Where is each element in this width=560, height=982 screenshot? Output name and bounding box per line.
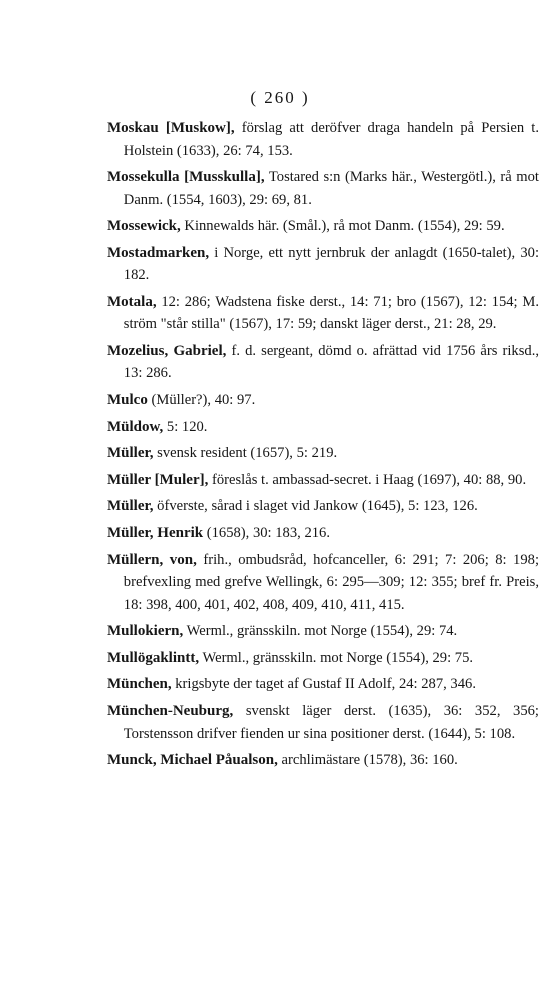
entry-text: föreslås t. ambassad-secret. i Haag (1697), 40: 88, 90. xyxy=(208,471,527,488)
index-entry xyxy=(107,117,539,162)
index-entry xyxy=(107,700,539,745)
entry-text: krigsbyte der taget af Gustaf II Adolf, 24: 287, 346. xyxy=(171,676,476,693)
entry-text: i Norge, ett nytt jernbruk der anlagdt (1650-talet), 30: 182. xyxy=(123,244,539,284)
entry-text: Werml., gränsskiln. mot Norge (1554), 29: 75. xyxy=(199,649,474,666)
entry-text: archlimästare (1578), 36: 160. xyxy=(277,752,458,769)
index-entry xyxy=(107,647,539,670)
entry-head: Mulco xyxy=(107,392,148,409)
entry-head: Moskau [Muskow], xyxy=(107,120,235,136)
index-entry xyxy=(107,495,539,518)
entry-head: Müllern, von, xyxy=(107,551,197,568)
index-entry xyxy=(107,416,539,439)
index-entry xyxy=(107,340,539,385)
entry-head: Mullokiern, xyxy=(107,623,184,640)
entry-head: Müller, xyxy=(107,498,154,515)
entry-text: frih., ombudsråd, hofcanceller, 6: 291; 7: 206; 8: 198; brefvexling med grefve Wellingk, 6: 295—309; 12: 355; bref fr. Preis, 18: 398, 400, 401, 402, 408, 409, 410, 411, 415. xyxy=(123,551,539,613)
index-entry xyxy=(107,389,539,412)
entry-head: Motala, xyxy=(107,293,157,310)
entry-text: förslag att deröfver draga handeln på Persien t. Holstein (1633), 26: 74, 153. xyxy=(123,120,539,159)
entry-head: München, xyxy=(107,676,172,693)
index-entry xyxy=(107,522,539,545)
entry-text: Werml., gränsskiln. mot Norge (1554), 29: 74. xyxy=(183,623,458,640)
index-list xyxy=(107,117,539,776)
index-entry xyxy=(107,215,539,238)
index-entry xyxy=(107,166,539,211)
entry-head: Mullögaklintt, xyxy=(107,649,200,666)
index-entry xyxy=(107,242,539,287)
entry-head: Müller [Muler], xyxy=(107,471,209,488)
entry-text: f. d. sergeant, dömd o. afrättad vid 1756 års riksd., 13: 286. xyxy=(123,342,539,382)
entry-head: Müller, Henrik xyxy=(107,525,204,542)
entry-text: svensk resident (1657), 5: 219. xyxy=(153,445,338,462)
entry-head: Munck, Michael Påualson, xyxy=(107,752,278,769)
entry-head: Müldow, xyxy=(107,418,164,435)
entry-text: (1658), 30: 183, 216. xyxy=(203,525,330,542)
entry-text: 12: 286; Wadstena fiske derst., 14: 71; bro (1567), 12: 154; M. ström "står stilla" (1567), 17: 59; danskt läger derst., 21: 28, 29. xyxy=(123,293,539,333)
index-entry xyxy=(107,620,539,643)
entry-head: Mostadmarken, xyxy=(107,244,210,261)
index-entry xyxy=(107,549,539,617)
index-entry xyxy=(107,291,539,336)
index-entry xyxy=(107,469,539,492)
entry-text: Tostared s:n (Marks här., Westergötl.), rå mot Danm. (1554, 1603), 29: 69, 81. xyxy=(123,169,539,208)
entry-text: svenskt läger derst. (1635), 36: 352, 356; Torstensson drifver fienden ur sina positioner derst. (1644), 5: 108. xyxy=(123,703,539,742)
index-entry xyxy=(107,749,539,772)
entry-text: Kinnewalds här. (Smål.), rå mot Danm. (1554), 29: 59. xyxy=(180,218,505,235)
entry-text: 5: 120. xyxy=(163,418,208,435)
entry-head: Mozelius, Gabriel, xyxy=(107,342,227,359)
index-entry xyxy=(107,442,539,465)
entry-head: Mossewick, xyxy=(107,218,181,235)
entry-text: öfverste, sårad i slaget vid Jankow (1645), 5: 123, 126. xyxy=(153,498,478,515)
entry-text: (Müller?), 40: 97. xyxy=(147,392,256,409)
entry-head: München-Neuburg, xyxy=(107,703,234,719)
index-entry xyxy=(107,673,539,696)
entry-head: Müller, xyxy=(107,445,154,462)
page-number: ( 260 ) xyxy=(250,88,310,107)
entry-head: Mossekulla [Musskulla], xyxy=(107,169,265,186)
